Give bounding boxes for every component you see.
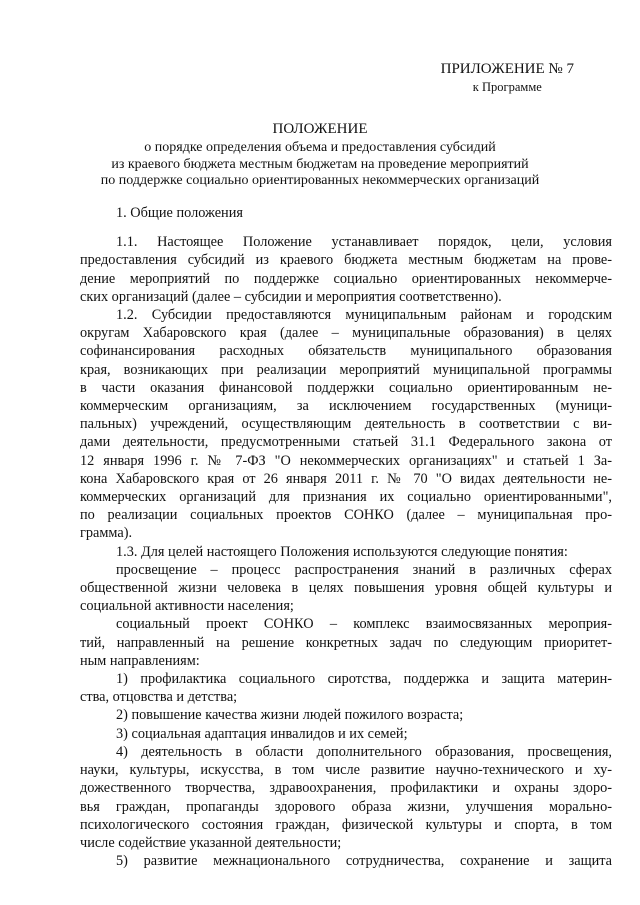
text-line: 2) повышение качества жизни людей пожилого возраста; — [116, 707, 464, 724]
text-line: предоставления субсидий из краевого бюджета местным бюджетам на прове- — [80, 252, 612, 269]
text-line: грамма). — [80, 525, 133, 542]
appendix-header — [441, 60, 574, 95]
document-body — [80, 204, 612, 870]
paragraph — [80, 670, 612, 706]
text-line: дожественного творчества, здравоохранения, профилактики и охраны здоро- — [80, 780, 612, 797]
paragraph — [80, 743, 612, 852]
text-line: дение мероприятий по поддержке социально ориентированных некоммерче- — [80, 270, 612, 287]
text-line: просвещение – процесс распространения знаний в различных сферах — [116, 561, 612, 578]
text-line: кона Хабаровского края от 26 января 2011 г. № 70 "О видах деятельности не- — [80, 470, 612, 487]
paragraph — [80, 306, 612, 543]
text-line: вья граждан, пропаганды здорового образа жизни, улучшения морально- — [80, 798, 612, 815]
text-line: 1.2. Субсидии предоставляются муниципальным районам и городским — [116, 307, 612, 324]
document-title: ПОЛОЖЕНИЕ — [272, 121, 368, 137]
text-line: софинансирования расходных обязательств муниципального образования — [80, 343, 612, 360]
text-line: 12 января 1996 г. № 7-ФЗ "О некоммерческих организациях" и статьей 1 За- — [80, 452, 612, 469]
subtitle-line: о порядке определения объема и предоставления субсидий — [144, 140, 496, 155]
subtitle-line: из краевого бюджета местным бюджетам на проведение мероприятий — [111, 156, 529, 172]
text-line: по реализации социальных проектов СОНКО (далее – муниципальная про- — [80, 507, 612, 524]
text-line: психологического состояния граждан, физической культуры и спорта, в том — [80, 816, 612, 833]
paragraph — [80, 706, 612, 724]
text-line: ства, отцовства и детства; — [80, 689, 238, 706]
text-line: 1.1. Настоящее Положение устанавливает порядок, цели, условия — [116, 234, 612, 251]
paragraph — [80, 615, 612, 670]
text-line: округам Хабаровского края (далее – муниципальные образования) в целях — [80, 325, 612, 342]
text-line: 4) деятельность в области дополнительного образования, просвещения, — [116, 743, 612, 760]
text-line: 1) профилактика социального сиротства, поддержка и защита материн- — [116, 671, 612, 688]
text-line: 1.3. Для целей настоящего Положения используются следующие понятия: — [116, 543, 568, 560]
text-line: дами деятельности, предусмотренными статьей 31.1 Федерального закона от — [80, 434, 612, 451]
appendix-number: ПРИЛОЖЕНИЕ № 7 — [440, 61, 574, 77]
paragraph — [80, 543, 612, 561]
text-line: социальной активности населения; — [80, 598, 294, 615]
text-line: коммерческих организаций для признания их социально ориентированными", — [80, 489, 612, 506]
text-line: науки, культуры, искусства, в том числе развитие научно-технического и ху- — [80, 762, 612, 779]
text-line: коммерческим организациям, за исключением государственных (муници- — [80, 398, 612, 415]
paragraph-list — [80, 233, 612, 870]
paragraph — [80, 561, 612, 616]
paragraph — [80, 852, 612, 870]
text-line: числе содействие указанной деятельности; — [80, 834, 342, 851]
text-line: ских организаций (далее – субсидии и мероприятия соответственно). — [80, 288, 502, 305]
text-line: 3) социальная адаптация инвалидов и их семей; — [116, 725, 408, 742]
text-line: края, возникающих при реализации мероприятий муниципальной программы — [80, 361, 612, 378]
text-line: ным направлениям: — [80, 652, 200, 669]
text-line: 5) развитие межнационального сотрудничества, сохранение и защита — [116, 853, 612, 870]
subtitle-line: по поддержке социально ориентированных некоммерческих организаций — [100, 173, 540, 188]
text-line: пальных) учреждений, осуществляющим деятельность в соответствии с ви- — [80, 416, 612, 433]
text-line: социальный проект СОНКО – комплекс взаимосвязанных мероприя- — [116, 616, 612, 633]
paragraph — [80, 233, 612, 306]
section-heading: 1. Общие положения — [116, 205, 243, 221]
text-line: в части оказания финансовой поддержки социально ориентированным не- — [80, 379, 612, 396]
text-line: общественной жизни человека в целях повышения уровня общей культуры и — [80, 580, 612, 597]
text-line: тий, направленный на решение конкретных задач по следующим приоритет- — [80, 634, 612, 651]
document-subtitle — [0, 140, 640, 190]
paragraph — [80, 725, 612, 743]
appendix-subtitle: к Программе — [472, 80, 542, 94]
